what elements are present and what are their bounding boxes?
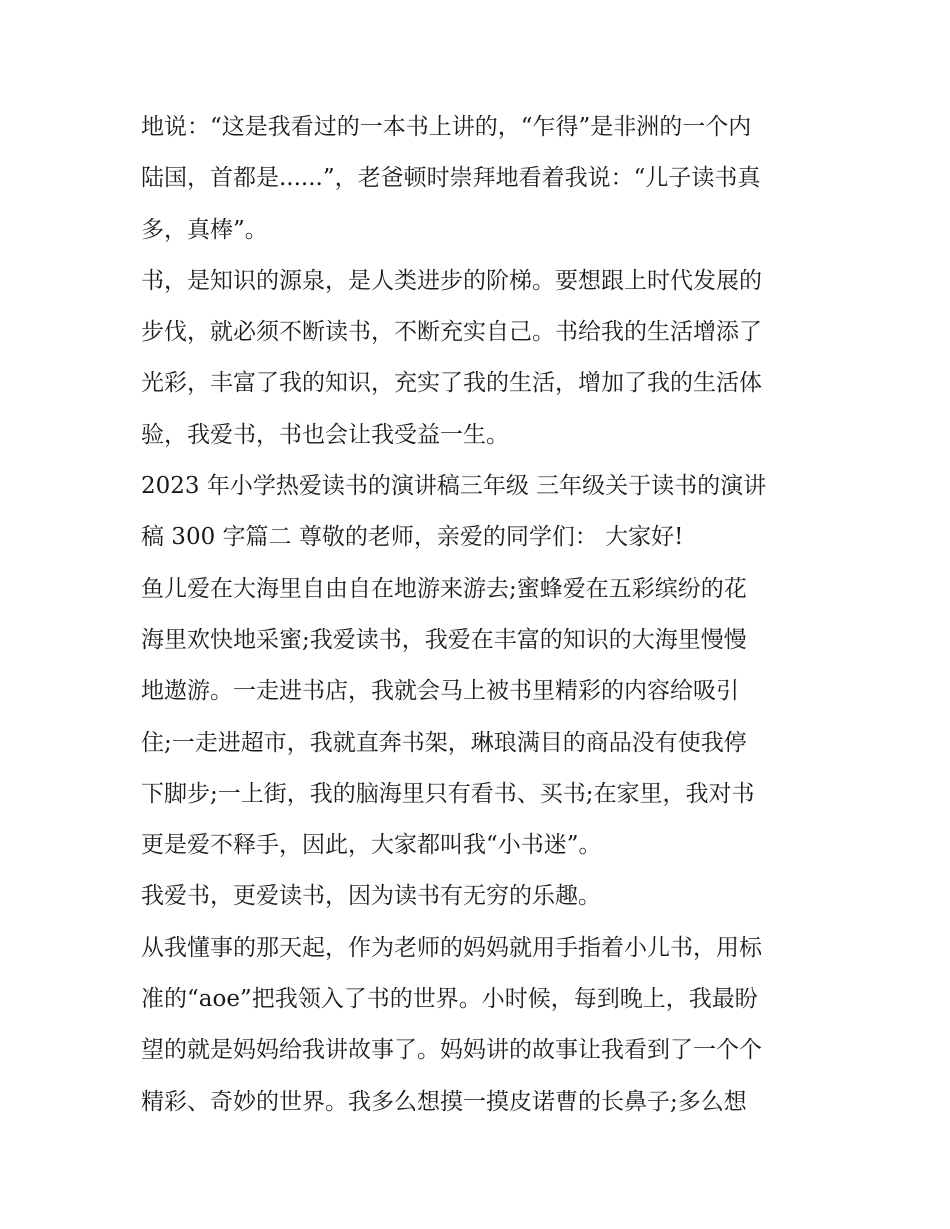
text-line: 光彩，丰富了我的知识，充实了我的生活，增加了我的生活体 — [141, 370, 762, 397]
text-line: 望的就是妈妈给我讲故事了。妈妈讲的故事让我看到了一个个 — [141, 1037, 762, 1064]
text-line: 海里欢快地采蜜;我爱读书，我爱在丰富的知识的大海里慢慢 — [141, 626, 747, 653]
paragraph-5 — [141, 871, 816, 922]
paragraph-4 — [141, 564, 816, 872]
text-line: 我爱书，更爱读书，因为读书有无穷的乐趣。 — [141, 883, 601, 910]
text-line: 从我懂事的那天起，作为老师的妈妈就用手指着小儿书，用标 — [141, 934, 762, 961]
text-line: 准的“aoe”把我领入了书的世界。小时候，每到晚上，我最盼 — [141, 986, 758, 1013]
paragraph-3-heading — [141, 461, 816, 564]
paragraph-2 — [141, 256, 816, 461]
text-line: 验，我爱书，书也会让我受益一生。 — [141, 421, 509, 448]
paragraph-1 — [141, 102, 816, 256]
text-line: 稿 300 字篇二 尊敬的老师，亲爱的同学们： 大家好! — [141, 524, 684, 551]
text-line: 地遨游。一走进书店，我就会马上被书里精彩的内容给吸引 — [141, 678, 739, 705]
text-line: 多，真棒”。 — [141, 216, 268, 243]
text-line: 更是爱不释手，因此，大家都叫我“小书迷”。 — [141, 832, 602, 859]
document-body — [141, 102, 816, 1128]
text-line: 书，是知识的源泉，是人类进步的阶梯。要想跟上时代发展的 — [141, 267, 762, 294]
text-line: 陆国，首都是......”，老爸顿时崇拜地看着我说：“儿子读书真 — [141, 165, 761, 192]
text-line: 下脚步;一上街，我的脑海里只有看书、买书;在家里，我对书 — [141, 780, 755, 807]
paragraph-6 — [141, 923, 816, 1128]
text-line: 步伐，就必须不断读书，不断充实自己。书给我的生活增添了 — [141, 319, 762, 346]
text-line: 住;一走进超市，我就直奔书架，琳琅满目的商品没有使我停 — [141, 729, 747, 756]
text-line: 地说：“这是我看过的一本书上讲的，“乍得”是非洲的一个内 — [141, 114, 752, 140]
text-line: 精彩、奇妙的世界。我多么想摸一摸皮诺曹的长鼻子;多么想 — [141, 1088, 747, 1115]
text-line: 鱼儿爱在大海里自由自在地游来游去;蜜蜂爱在五彩缤纷的花 — [141, 575, 747, 602]
text-line: 2023 年小学热爱读书的演讲稿三年级 三年级关于读书的演讲 — [141, 473, 767, 500]
